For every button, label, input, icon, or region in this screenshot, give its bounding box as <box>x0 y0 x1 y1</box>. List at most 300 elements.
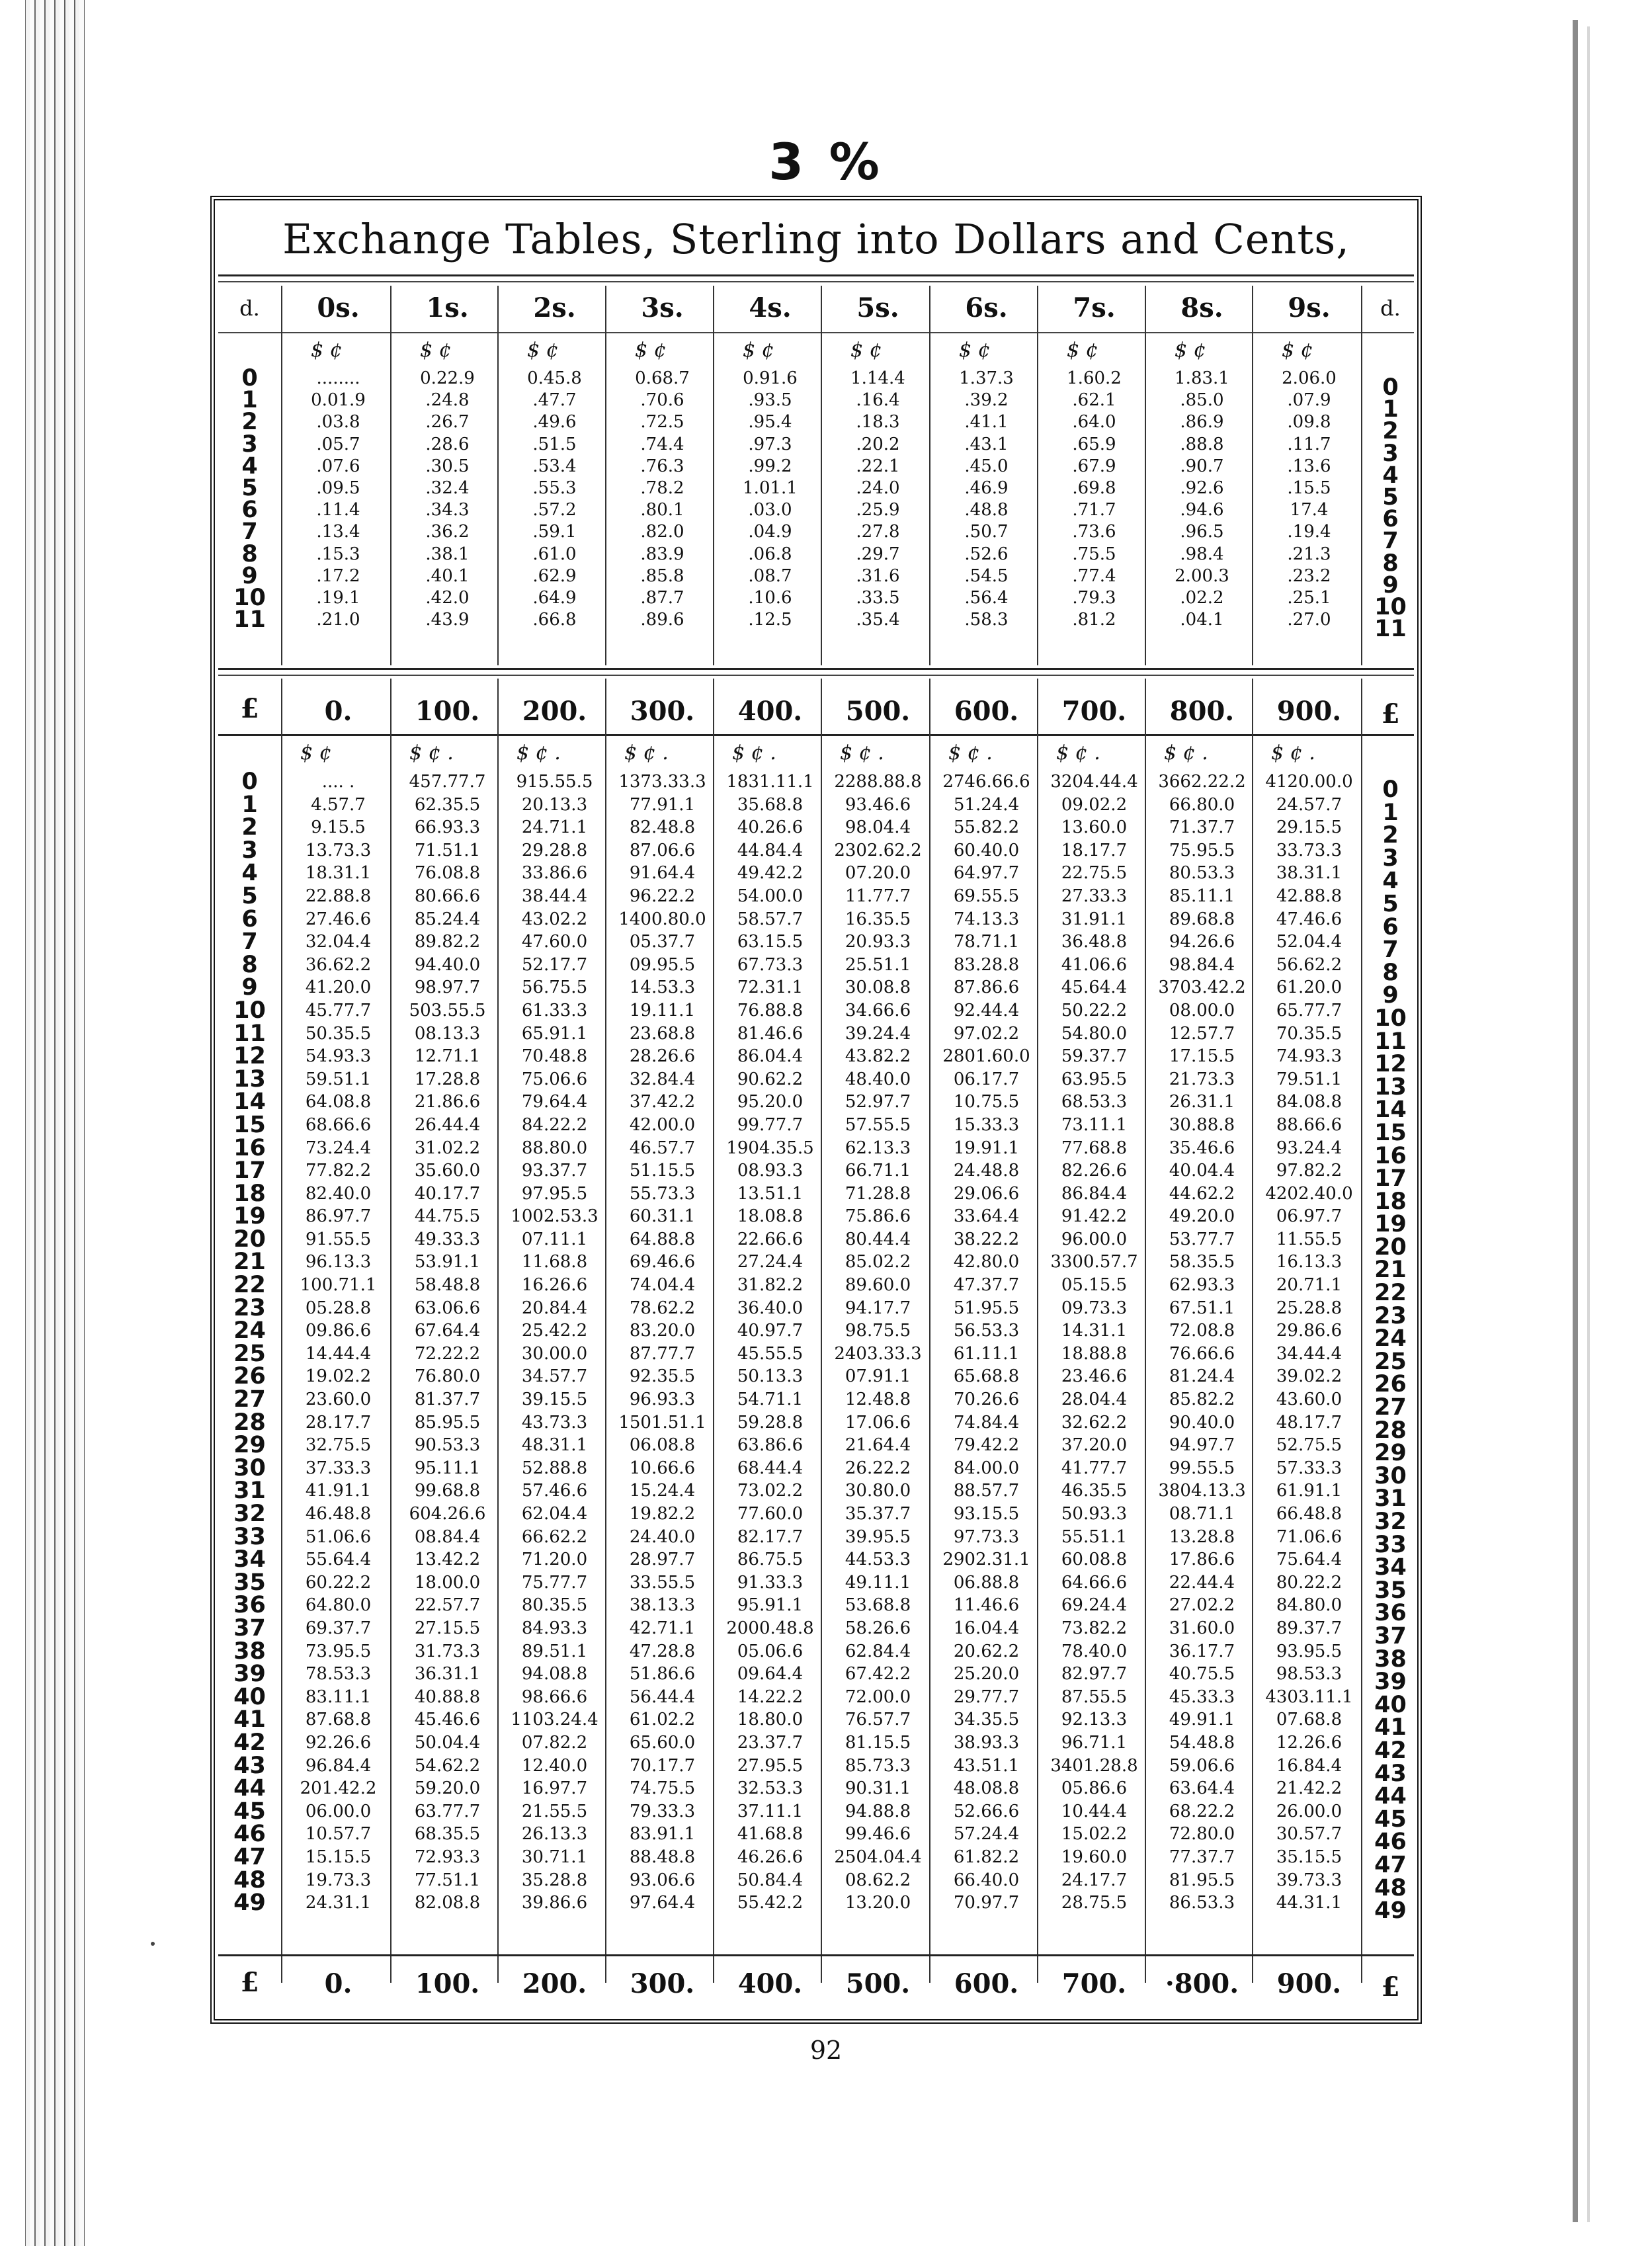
table-cell: .78.2 <box>640 478 684 499</box>
table-cell: 56.62.2 <box>1276 954 1342 975</box>
pound-row-label: 15 <box>233 1111 266 1138</box>
shilling-value-column <box>501 368 608 631</box>
table-cell: .46.9 <box>964 478 1009 499</box>
pound-row-label: 39 <box>1374 1669 1407 1696</box>
pound-footer-label: 300. <box>630 1968 695 1999</box>
table-cell: 31.82.2 <box>737 1275 804 1296</box>
table-cell: 63.64.4 <box>1169 1778 1235 1799</box>
table-cell: .86.9 <box>1180 412 1224 433</box>
table-cell: 66.80.0 <box>1169 794 1235 815</box>
table-cell: 87.77.7 <box>629 1343 696 1364</box>
table-cell: 70.26.6 <box>953 1390 1020 1410</box>
table-cell: 61.11.1 <box>953 1343 1020 1364</box>
table-cell: 46.26.6 <box>737 1847 804 1867</box>
title-rule-2 <box>218 281 1414 282</box>
unit-label: $ ¢ . <box>516 741 561 765</box>
table-cell: 76.88.8 <box>737 1000 804 1020</box>
table-cell: 69.46.6 <box>629 1252 696 1272</box>
table-cell: .38.1 <box>425 544 470 564</box>
pound-row-label: 6 <box>241 905 258 933</box>
pound-footer-label: 700. <box>1061 1968 1127 1999</box>
table-cell: .62.1 <box>1072 390 1116 411</box>
shilling-column-header: 7s. <box>1073 292 1116 323</box>
pound-row-label: 19 <box>1374 1211 1407 1238</box>
table-cell: 05.28.8 <box>305 1298 372 1318</box>
table-cell: 56.44.4 <box>629 1686 696 1707</box>
table-cell: 89.37.7 <box>1276 1618 1342 1638</box>
table-cell: 24.48.8 <box>953 1161 1020 1181</box>
table-cell: 83.11.1 <box>305 1686 372 1707</box>
table-cell: .62.9 <box>532 565 577 586</box>
table-cell: 53.91.1 <box>414 1252 481 1272</box>
table-cell: 2902.31.1 <box>942 1550 1030 1570</box>
table-cell: 92.35.5 <box>629 1366 696 1387</box>
table-cell: 43.02.2 <box>521 909 588 929</box>
table-cell: 20.93.3 <box>845 932 911 952</box>
table-cell: 09.64.4 <box>737 1664 804 1684</box>
table-cell: 54.93.3 <box>305 1046 372 1067</box>
table-cell: 25.20.0 <box>953 1664 1020 1684</box>
table-cell: 55.82.2 <box>953 817 1020 838</box>
unit-label: $ ¢ <box>1067 339 1098 362</box>
pound-row-label: 0 <box>1382 776 1399 803</box>
table-cell: 25.28.8 <box>1276 1298 1342 1318</box>
table-cell: ........ <box>316 368 360 388</box>
table-cell: 79.33.3 <box>629 1801 696 1821</box>
table-cell: 21.55.5 <box>521 1801 588 1821</box>
pound-value-column <box>1255 770 1363 1915</box>
table-cell: 31.91.1 <box>1061 909 1128 929</box>
table-cell: 201.42.2 <box>300 1778 377 1799</box>
pound-footer-label: 400. <box>737 1968 803 1999</box>
table-cell: 26.22.2 <box>845 1458 911 1478</box>
pound-row-label: 29 <box>1374 1440 1407 1467</box>
table-cell: 52.04.4 <box>1276 932 1342 952</box>
table-cell: 07.91.1 <box>845 1366 911 1387</box>
table-cell: 90.40.0 <box>1169 1412 1235 1433</box>
table-cell: 98.84.4 <box>1169 954 1235 975</box>
table-cell: 87.86.6 <box>953 977 1020 998</box>
table-cell: 82.26.6 <box>1061 1161 1128 1181</box>
table-cell: 51.06.6 <box>305 1526 372 1547</box>
table-cell: .25.1 <box>1287 588 1331 608</box>
table-cell: 41.68.8 <box>737 1824 804 1845</box>
pound-row-label: 15 <box>1374 1119 1407 1146</box>
table-cell: .52.6 <box>964 544 1009 564</box>
table-cell: 69.24.4 <box>1061 1595 1128 1616</box>
table-cell: 71.37.7 <box>1169 817 1235 838</box>
pound-row-label: 21 <box>1374 1257 1407 1284</box>
table-cell: 16.13.3 <box>1276 1252 1342 1272</box>
table-cell: 98.75.5 <box>845 1321 911 1341</box>
table-cell: 27.33.3 <box>1061 886 1128 906</box>
table-cell: 34.57.7 <box>521 1366 588 1387</box>
table-cell: 22.57.7 <box>414 1595 481 1616</box>
table-cell: 73.95.5 <box>305 1641 372 1661</box>
table-cell: 23.46.6 <box>1061 1366 1128 1387</box>
pound-row-label: 11 <box>233 1020 266 1047</box>
table-cell: .75.5 <box>1072 544 1116 564</box>
table-cell: 66.48.8 <box>1276 1504 1342 1524</box>
table-cell: 50.93.3 <box>1061 1504 1128 1524</box>
pound-value-column <box>1040 770 1148 1915</box>
table-cell: 68.66.6 <box>305 1114 372 1135</box>
table-cell: .03.8 <box>316 412 360 433</box>
table-cell: .04.9 <box>748 522 792 542</box>
table-cell: 05.37.7 <box>629 932 696 952</box>
table-cell: 06.17.7 <box>953 1069 1020 1089</box>
pound-row-label: 28 <box>1374 1417 1407 1444</box>
table-cell: 95.11.1 <box>414 1458 481 1478</box>
table-cell: 77.91.1 <box>629 794 696 815</box>
pound-row-label: 41 <box>233 1706 266 1733</box>
table-cell: .81.2 <box>1072 610 1116 630</box>
table-cell: 30.88.8 <box>1169 1114 1235 1135</box>
table-cell: 16.84.4 <box>1276 1755 1342 1776</box>
table-cell: 21.42.2 <box>1276 1778 1342 1799</box>
table-cell: 28.26.6 <box>629 1046 696 1067</box>
table-cell: 68.35.5 <box>414 1824 481 1845</box>
table-cell: 83.91.1 <box>629 1824 696 1845</box>
table-cell: 52.17.7 <box>521 954 588 975</box>
pound-row-label: 46 <box>233 1821 266 1848</box>
pound-row-label: 30 <box>1374 1462 1407 1489</box>
table-cell: .53.4 <box>532 456 577 476</box>
table-cell: .21.3 <box>1287 544 1331 564</box>
table-cell: 1.37.3 <box>959 368 1014 388</box>
table-cell: 75.06.6 <box>521 1069 588 1089</box>
pound-row-label: 7 <box>1382 936 1399 964</box>
table-cell: 29.15.5 <box>1276 817 1342 838</box>
table-cell: 4120.00.0 <box>1265 772 1353 792</box>
corner-right-label: d. <box>1380 296 1401 321</box>
table-cell: 47.28.8 <box>629 1641 696 1661</box>
table-cell: 81.37.7 <box>414 1390 481 1410</box>
table-cell: 71.28.8 <box>845 1183 911 1204</box>
table-cell: 88.66.6 <box>1276 1114 1342 1135</box>
table-cell: 11.46.6 <box>953 1595 1020 1616</box>
table-cell: 94.08.8 <box>521 1664 588 1684</box>
table-cell: .29.7 <box>856 544 900 564</box>
table-cell: 57.55.5 <box>845 1114 911 1135</box>
table-cell: 25.42.2 <box>521 1321 588 1341</box>
table-cell: 55.42.2 <box>737 1893 804 1913</box>
table-cell: 49.91.1 <box>1169 1710 1235 1730</box>
table-cell: 18.08.8 <box>737 1206 804 1227</box>
table-cell: 36.62.2 <box>305 954 372 975</box>
table-cell: .28.6 <box>425 434 470 454</box>
table-cell: 52.88.8 <box>521 1458 588 1478</box>
pound-row-label: 8 <box>1382 959 1399 986</box>
table-cell: 82.97.7 <box>1061 1664 1128 1684</box>
table-cell: 72.22.2 <box>414 1343 481 1364</box>
shilling-value-column <box>608 368 716 631</box>
table-cell: .95.4 <box>748 412 792 433</box>
table-cell: 12.48.8 <box>845 1390 911 1410</box>
pound-value-column <box>824 770 932 1915</box>
table-cell: 92.44.4 <box>953 1000 1020 1020</box>
pound-column-header: 600. <box>954 696 1019 727</box>
table-cell: 37.42.2 <box>629 1092 696 1112</box>
table-cell: 40.04.4 <box>1169 1161 1235 1181</box>
table-cell: .02.2 <box>1180 588 1224 608</box>
table-cell: 24.17.7 <box>1061 1870 1128 1890</box>
table-cell: 2403.33.3 <box>834 1343 922 1364</box>
table-cell: 32.84.4 <box>629 1069 696 1089</box>
table-cell: 15.02.2 <box>1061 1824 1128 1845</box>
table-cell: 1002.53.3 <box>511 1206 599 1227</box>
table-cell: 39.95.5 <box>845 1526 911 1547</box>
section-rule <box>218 668 1414 670</box>
table-cell: 84.22.2 <box>521 1114 588 1135</box>
pound-row-label: 32 <box>1374 1509 1407 1535</box>
pound-row-label: 1 <box>241 791 258 818</box>
table-cell: 55.64.4 <box>305 1550 372 1570</box>
table-cell: 4303.11.1 <box>1265 1686 1353 1707</box>
table-cell: 58.35.5 <box>1169 1252 1235 1272</box>
pound-row-label: 44 <box>233 1775 266 1802</box>
table-cell: 68.44.4 <box>737 1458 804 1478</box>
table-cell: 74.84.4 <box>953 1412 1020 1433</box>
shilling-column-header: 8s. <box>1180 292 1223 323</box>
table-cell: 48.31.1 <box>521 1435 588 1456</box>
table-cell: 71.51.1 <box>414 840 481 860</box>
table-cell: 85.73.3 <box>845 1755 911 1776</box>
table-cell: 22.88.8 <box>305 886 372 906</box>
table-cell: 46.35.5 <box>1061 1481 1128 1501</box>
table-cell: 09.86.6 <box>305 1321 372 1341</box>
table-cell: 17.06.6 <box>845 1412 911 1433</box>
table-cell: 05.06.6 <box>737 1641 804 1661</box>
table-cell: 73.24.4 <box>305 1138 372 1158</box>
table-cell: .13.4 <box>316 522 360 542</box>
table-cell: 51.15.5 <box>629 1161 696 1181</box>
pence-row-labels-right <box>1362 374 1419 643</box>
pound-row-label: 5 <box>1382 890 1399 917</box>
table-cell: 51.24.4 <box>953 794 1020 815</box>
pound-row-label: 26 <box>233 1363 266 1390</box>
table-cell: .40.1 <box>425 565 470 586</box>
table-cell: 28.75.5 <box>1061 1893 1128 1913</box>
table-cell: 69.55.5 <box>953 886 1020 906</box>
table-cell: 73.11.1 <box>1061 1114 1128 1135</box>
pound-row-label: 8 <box>241 951 258 978</box>
footer-rule <box>218 1954 1414 1956</box>
table-cell: 60.22.2 <box>305 1572 372 1593</box>
table-title: Exchange Tables, Sterling into Dollars and Cents, <box>282 215 1350 263</box>
pound-row-label: 42 <box>233 1729 266 1756</box>
table-cell: 56.53.3 <box>953 1321 1020 1341</box>
table-cell: 22.44.4 <box>1169 1572 1235 1593</box>
table-cell: 80.44.4 <box>845 1229 911 1249</box>
pound-row-label: 42 <box>1374 1737 1407 1764</box>
pence-row-label: 2 <box>241 409 258 436</box>
table-cell: 61.82.2 <box>953 1847 1020 1867</box>
table-cell: 69.37.7 <box>305 1618 372 1638</box>
pound-row-label: 0 <box>241 769 258 795</box>
table-cell: 1373.33.3 <box>618 772 706 792</box>
pence-row-label: 4 <box>1382 462 1399 489</box>
table-cell: 73.02.2 <box>737 1481 804 1501</box>
table-cell: 50.04.4 <box>414 1732 481 1753</box>
table-cell: 57.46.6 <box>521 1481 588 1501</box>
table-cell: 30.57.7 <box>1276 1824 1342 1845</box>
table-cell: 82.17.7 <box>737 1526 804 1547</box>
table-cell: 28.17.7 <box>305 1412 372 1433</box>
pound-row-label: 4 <box>1382 868 1399 895</box>
table-cell: 3703.42.2 <box>1158 977 1246 998</box>
table-cell: 13.28.8 <box>1169 1526 1235 1547</box>
table-cell: 15.33.3 <box>953 1114 1020 1135</box>
table-cell: 0.45.8 <box>527 368 582 388</box>
pound-row-label: 43 <box>233 1752 266 1779</box>
table-cell: 24.40.0 <box>629 1526 696 1547</box>
table-cell: 77.37.7 <box>1169 1847 1235 1867</box>
table-cell: .89.6 <box>640 610 684 630</box>
pound-row-label: 2 <box>1382 822 1399 849</box>
table-cell: .15.3 <box>316 544 360 564</box>
table-cell: .56.4 <box>964 588 1009 608</box>
table-cell: .03.0 <box>748 500 792 520</box>
table-cell: 16.97.7 <box>521 1778 588 1799</box>
table-cell: 1.01.1 <box>743 478 798 499</box>
table-cell: 44.84.4 <box>737 840 804 860</box>
table-cell: 2302.62.2 <box>834 840 922 860</box>
unit-label: $ ¢ <box>743 339 774 362</box>
table-cell: 92.26.6 <box>305 1732 372 1753</box>
table-cell: 06.08.8 <box>629 1435 696 1456</box>
unit-label: $ ¢ . <box>409 741 454 765</box>
table-cell: 50.84.4 <box>737 1870 804 1890</box>
unit-label: $ ¢ <box>420 339 452 362</box>
table-cell: 61.33.3 <box>521 1000 588 1020</box>
table-cell: 59.28.8 <box>737 1412 804 1433</box>
table-cell: 84.80.0 <box>1276 1595 1342 1616</box>
table-cell: 18.17.7 <box>1061 840 1128 860</box>
table-cell: 73.82.2 <box>1061 1618 1128 1638</box>
pound-row-label: 33 <box>1374 1531 1407 1558</box>
table-cell: 16.26.6 <box>521 1275 588 1296</box>
table-cell: 82.48.8 <box>629 817 696 838</box>
table-cell: 85.11.1 <box>1169 886 1235 906</box>
table-cell: 35.46.6 <box>1169 1138 1235 1158</box>
pence-row-label: 11 <box>233 606 266 634</box>
table-cell: 67.42.2 <box>845 1664 911 1684</box>
table-cell: 35.60.0 <box>414 1161 481 1181</box>
pence-row-label: 5 <box>1382 484 1399 511</box>
pound-value-column <box>716 770 824 1915</box>
table-cell: 98.53.3 <box>1276 1664 1342 1684</box>
table-cell: 24.57.7 <box>1276 794 1342 815</box>
table-cell: 08.93.3 <box>737 1161 804 1181</box>
table-cell: 52.66.6 <box>953 1801 1020 1821</box>
table-cell: 13.42.2 <box>414 1550 481 1570</box>
pound-row-label: 3 <box>241 837 258 864</box>
table-cell: 09.02.2 <box>1061 794 1128 815</box>
table-cell: .98.4 <box>1180 544 1224 564</box>
table-cell: .90.7 <box>1180 456 1224 476</box>
table-cell: 44.62.2 <box>1169 1183 1235 1204</box>
table-cell: 17.15.5 <box>1169 1046 1235 1067</box>
table-cell: 49.20.0 <box>1169 1206 1235 1227</box>
table-cell: .69.8 <box>1072 478 1116 499</box>
table-cell: 05.86.6 <box>1061 1778 1128 1799</box>
table-cell: 67.51.1 <box>1169 1298 1235 1318</box>
table-cell: 87.55.5 <box>1061 1686 1128 1707</box>
table-cell: 94.26.6 <box>1169 932 1235 952</box>
table-cell: 915.55.5 <box>516 772 593 792</box>
pound-row-label: 10 <box>1374 1005 1407 1032</box>
table-cell: 19.60.0 <box>1061 1847 1128 1867</box>
table-cell: 47.60.0 <box>521 932 588 952</box>
table-cell: 3662.22.2 <box>1158 772 1246 792</box>
pound-row-label: 1 <box>1382 799 1399 826</box>
table-cell: 09.95.5 <box>629 954 696 975</box>
pound-row-label: 6 <box>1382 913 1399 940</box>
pound-row-label: 30 <box>233 1454 266 1481</box>
table-cell: 64.97.7 <box>953 863 1020 884</box>
table-cell: 94.88.8 <box>845 1801 911 1821</box>
table-cell: 85.95.5 <box>414 1412 481 1433</box>
table-cell: .43.9 <box>425 610 470 630</box>
table-cell: .39.2 <box>964 390 1009 411</box>
pound-row-label: 23 <box>1374 1302 1407 1329</box>
table-cell: 86.75.5 <box>737 1550 804 1570</box>
table-cell: 77.51.1 <box>414 1870 481 1890</box>
pound-footer-label: 900. <box>1276 1968 1342 1999</box>
table-cell: 88.80.0 <box>521 1138 588 1158</box>
pound-row-label: 36 <box>233 1592 266 1619</box>
pound-value-column <box>1148 770 1256 1915</box>
table-cell: 75.64.4 <box>1276 1550 1342 1570</box>
table-cell: 66.93.3 <box>414 817 481 838</box>
shilling-value-column <box>1255 368 1363 631</box>
table-cell: 91.64.4 <box>629 863 696 884</box>
table-cell: 21.73.3 <box>1169 1069 1235 1089</box>
table-cell: 87.06.6 <box>629 840 696 860</box>
unit-label: $ ¢ <box>311 339 343 362</box>
pound-row-label: 21 <box>233 1249 266 1276</box>
pound-row-label: 16 <box>1374 1142 1407 1169</box>
pound-row-labels-right <box>1362 778 1419 1923</box>
table-cell: .30.5 <box>425 456 470 476</box>
table-cell: 85.02.2 <box>845 1252 911 1272</box>
table-cell: 42.00.0 <box>629 1114 696 1135</box>
shilling-column-header: 6s. <box>965 292 1008 323</box>
table-cell: 14.22.2 <box>737 1686 804 1707</box>
table-cell: 39.86.6 <box>521 1893 588 1913</box>
pence-row-label: 1 <box>1382 396 1399 423</box>
table-cell: .74.4 <box>640 434 684 454</box>
table-cell: 54.71.1 <box>737 1390 804 1410</box>
table-cell: .11.4 <box>316 500 360 520</box>
table-cell: 68.22.2 <box>1169 1801 1235 1821</box>
pound-header-rule <box>218 734 1414 736</box>
table-cell: 23.60.0 <box>305 1390 372 1410</box>
table-cell: .04.1 <box>1180 610 1224 630</box>
table-cell: .16.4 <box>856 390 900 411</box>
table-cell: 25.51.1 <box>845 954 911 975</box>
pound-row-label: 26 <box>1374 1371 1407 1398</box>
table-cell: 89.60.0 <box>845 1275 911 1296</box>
table-cell: 05.15.5 <box>1061 1275 1128 1296</box>
table-cell: 26.44.4 <box>414 1114 481 1135</box>
table-cell: 45.46.6 <box>414 1710 481 1730</box>
shilling-column-header: 5s. <box>856 292 899 323</box>
table-cell: 77.60.0 <box>737 1504 804 1524</box>
shilling-column-header: 1s. <box>426 292 469 323</box>
table-cell: 83.28.8 <box>953 954 1020 975</box>
